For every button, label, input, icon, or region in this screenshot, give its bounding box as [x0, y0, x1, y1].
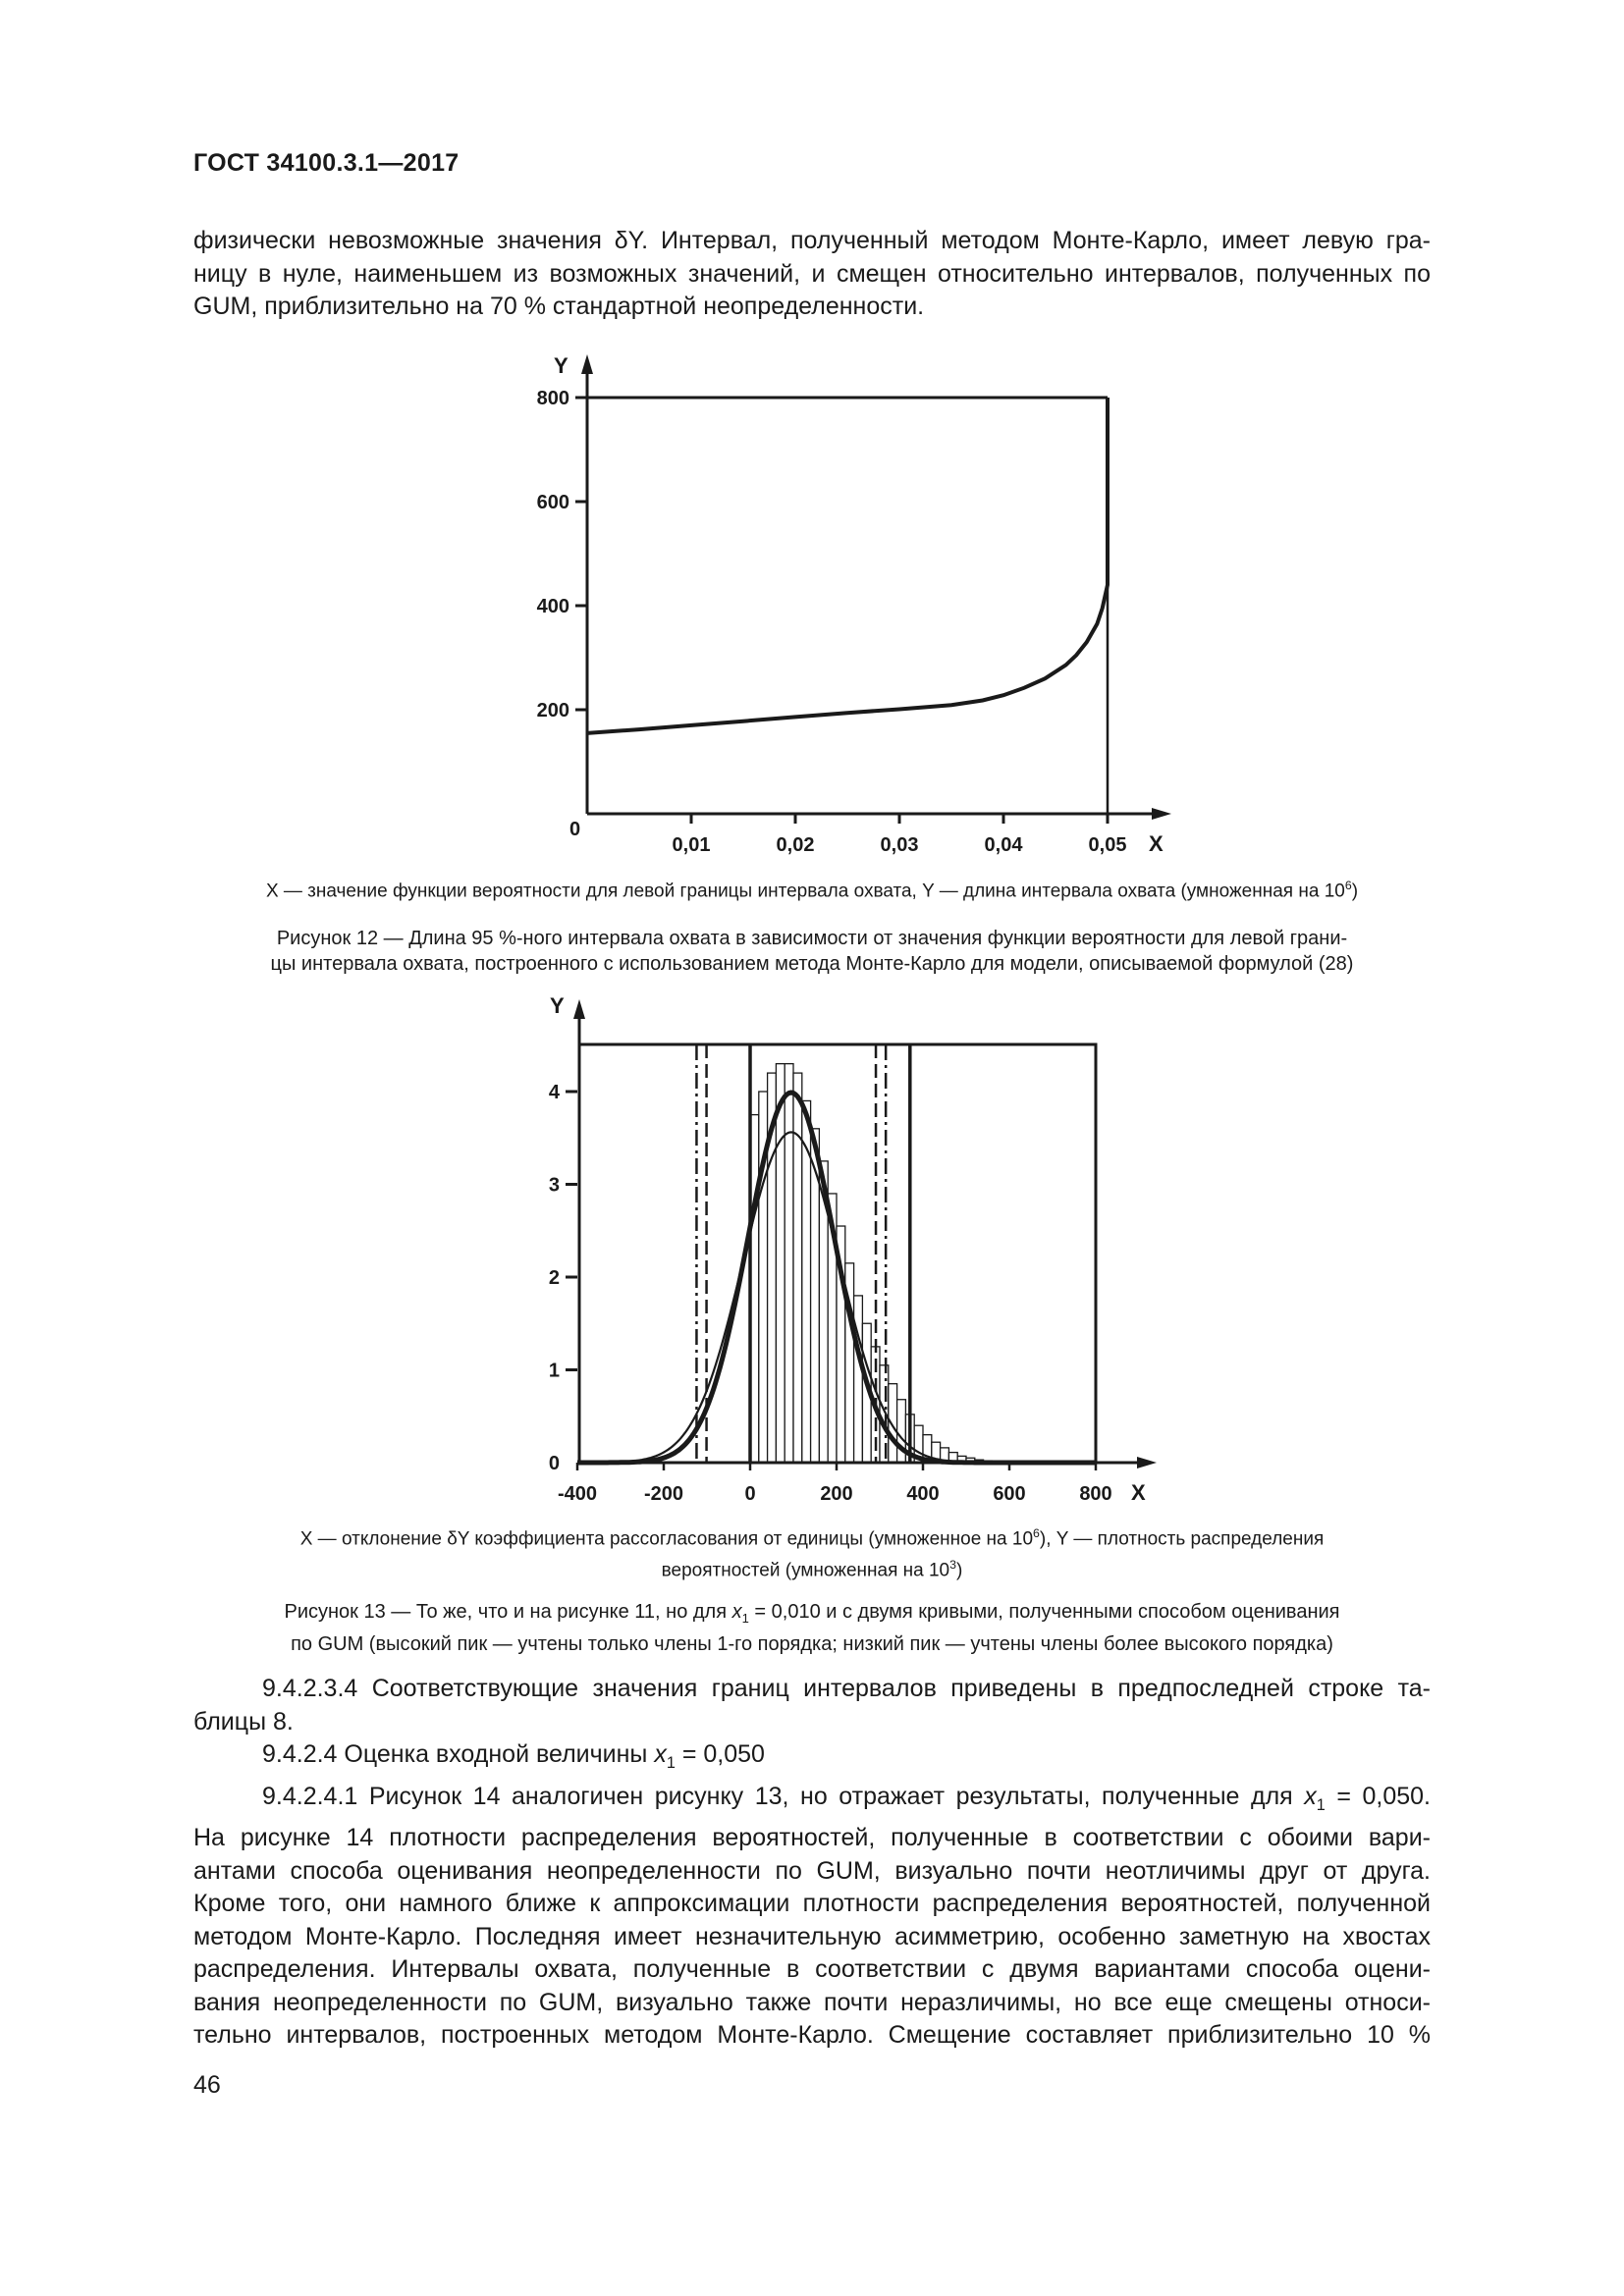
fig12-x-tick-label: 0,02	[776, 834, 815, 856]
p3-line-1	[193, 1781, 1431, 1823]
fig13-x-axis-label: X	[1131, 1480, 1146, 1505]
intro-line-3: GUM, приблизительно на 70 % стандартной неопределенности.	[193, 293, 925, 320]
fig13-histogram-bar	[785, 1064, 793, 1463]
p3-var: x	[1304, 1782, 1317, 1810]
fig13-y-tick-label: 0	[548, 1453, 560, 1474]
fig12-y-tick-label: 200	[536, 700, 569, 721]
fig13-histogram-bar	[880, 1365, 889, 1463]
fig12-x-tick-label: 0,04	[984, 834, 1023, 856]
fig13-caption-line-1	[118, 1599, 1506, 1631]
fig13-y-tick-label: 4	[548, 1082, 560, 1103]
fig13-x-tick-label: 200	[820, 1483, 853, 1505]
fig12-origin-label: 0	[569, 819, 581, 840]
fig12-caption-line-2: цы интервала охвата, построенного с использованием метода Монте-Карло для модели, описываемой формулой (28)	[270, 953, 1354, 975]
fig13-legend-1b: ), Y — плотность распределения	[1039, 1528, 1325, 1550]
p3-text-b: = 0,050.	[1325, 1782, 1432, 1810]
fig13-legend-line-1	[118, 1521, 1506, 1552]
fig13-legend-2b: )	[956, 1560, 963, 1581]
fig13-caption-1b: = 0,010 и с двумя кривыми, полученными способом оценивания	[748, 1601, 1340, 1623]
fig13-y-arrow	[573, 999, 585, 1019]
fig13-y-tick-label: 3	[548, 1174, 560, 1197]
fig12-legend-sup: 6	[1344, 879, 1352, 892]
fig13-x-tick-label: 600	[993, 1483, 1026, 1505]
p1-line-2: блицы 8.	[193, 1707, 294, 1735]
fig12-y-axis-label: Y	[554, 353, 568, 378]
fig13-legend-1sup: 6	[1033, 1526, 1040, 1540]
fig12-x-tick-label: 0,05	[1088, 834, 1127, 856]
figure-13-caption	[118, 1599, 1506, 1657]
fig13-y-ticks	[549, 1082, 577, 1474]
fig12-y-tick-label: 800	[536, 388, 569, 409]
p3-line-7: вания неопределенности по GUM, визуально также почти неразличимы, но все еще смещены относи-	[193, 1988, 1431, 2016]
fig12-x-tick-label: 0,01	[672, 834, 711, 856]
fig13-x-tick-label: -400	[557, 1483, 598, 1505]
p2-var: x	[654, 1740, 667, 1768]
fig12-y-tick-label: 600	[536, 492, 569, 513]
fig13-legend-2sup: 3	[949, 1558, 957, 1573]
fig13-x-arrow	[1137, 1457, 1157, 1468]
fig13-histogram-bar	[776, 1064, 785, 1463]
p3-line-4: Кроме того, они намного ближе к аппроксимации плотности распределения вероятностей, полученной	[193, 1890, 1431, 1917]
fig13-caption-sub: 1	[741, 1611, 749, 1626]
fig13-x-tick-label: -200	[643, 1483, 684, 1505]
fig12-y-tick-label: 400	[536, 596, 569, 617]
p3-line-3: антами способа оценивания неопределенности по GUM, визуально почти неотличимы друг от друга.	[193, 1856, 1431, 1885]
fig13-y-axis-label: Y	[550, 993, 565, 1018]
fig13-legend-line-2	[118, 1552, 1506, 1583]
p2-text-b: = 0,050	[675, 1740, 765, 1768]
fig13-x-ticks	[558, 1463, 1112, 1505]
fig13-caption-line-2: по GUM (высокий пик — учтены только члены 1-го порядка; низкий пик — учтены члены более высокого порядка)	[291, 1633, 1333, 1655]
p3-text-a: 9.4.2.4.1 Рисунок 14 аналогичен рисунку 13, но отражает результаты, полученные для	[262, 1782, 1305, 1810]
document-header: ГОСТ 34100.3.1—2017	[193, 149, 460, 177]
p3-sub: 1	[1316, 1795, 1326, 1814]
fig13-caption-1a: Рисунок 13 — То же, что и на рисунке 11, но для	[284, 1601, 732, 1623]
fig13-histogram-bar	[793, 1073, 802, 1463]
fig13-legend-2a: вероятностей (умноженная на 10	[661, 1560, 950, 1581]
p2-sub: 1	[666, 1754, 676, 1772]
intro-line-1: физически невозможные значения δY. Интервал, полученный методом Монте-Карло, имеет левую гра-	[193, 227, 1431, 254]
fig12-x-tick-label: 0,03	[880, 834, 919, 856]
figure-13-legend	[118, 1521, 1506, 1584]
fig13-y-tick-label: 1	[548, 1360, 560, 1382]
fig13-caption-var: x	[731, 1601, 742, 1623]
fig13-legend-1a: X — отклонение δY коэффициента рассогласования от единицы (умноженное на 10	[299, 1528, 1034, 1550]
p2-line	[193, 1738, 1431, 1781]
fig13-histogram-bar	[889, 1384, 897, 1463]
p3-line-8: тельно интервалов, построенных методом Монте-Карло. Смещение составляет приблизительно 10 %	[193, 2021, 1431, 2049]
body-text	[193, 1673, 1431, 2053]
p3-line-5: методом Монте-Карло. Последняя имеет незначительную асимметрию, особенно заметную на хвостах	[193, 1922, 1431, 1950]
p2-text-a: 9.4.2.4 Оценка входной величины	[262, 1740, 655, 1768]
fig13-x-tick-label: 800	[1079, 1483, 1112, 1505]
fig12-legend-end: )	[1351, 881, 1359, 902]
fig13-x-tick-label: 400	[906, 1483, 940, 1505]
p3-line-2: На рисунке 14 плотности распределения вероятностей, полученные в соответствии с обоими вари-	[193, 1824, 1431, 1851]
fig13-x-tick-label: 0	[744, 1483, 756, 1505]
fig12-legend-text: X — значение функции вероятности для левой границы интервала охвата, Y — длина интервала охвата (умноженная на 10	[265, 881, 1345, 902]
fig13-y-tick-label: 2	[548, 1267, 560, 1289]
page-number: 46	[193, 2071, 221, 2099]
fig12-caption-line-1: Рисунок 12 — Длина 95 %-ного интервала охвата в зависимости от значения функции вероятности для левой грани-	[276, 928, 1348, 949]
fig12-x-axis-label: X	[1149, 831, 1164, 856]
p1-line-1: 9.4.2.3.4 Соответствующие значения границ интервалов приведены в предпоследней строке та-	[262, 1675, 1431, 1702]
p3-line-6: распределения. Интервалы охвата, полученные в соответствии с двумя вариантами способа оцени-	[193, 1955, 1431, 1983]
intro-line-2: ницу в нуле, наименьшем из возможных значений, и смещен относительно интервалов, полученных по	[193, 259, 1431, 288]
